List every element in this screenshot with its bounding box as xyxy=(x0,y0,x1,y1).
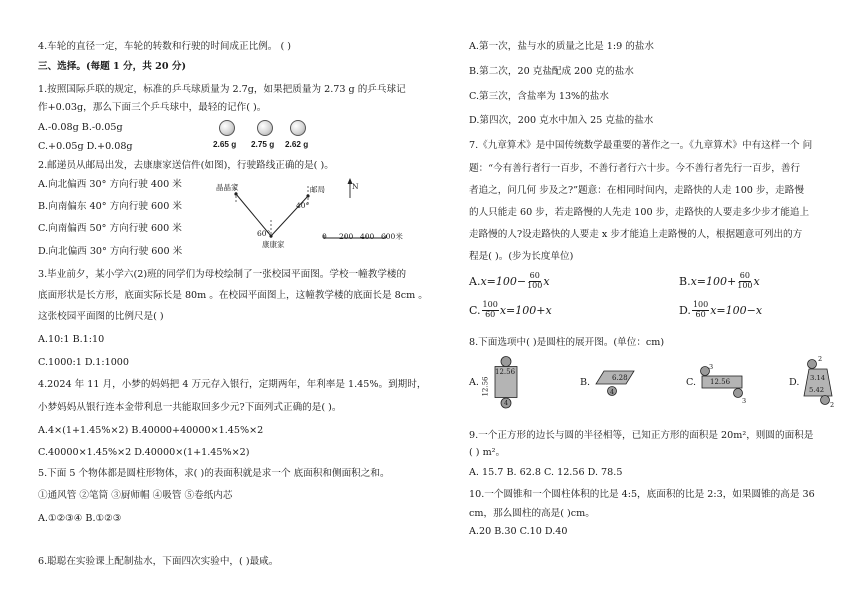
q2-option-a: A.向北偏西 30° 方向行驶 400 米 xyxy=(38,179,182,190)
q7-text-5: 走路慢的人?设走路快的人要走 x 步才能追上走路慢的人，根据题意可列出的方 xyxy=(469,229,803,240)
ball-3 xyxy=(290,120,306,136)
q8-b-circle-label: 4 xyxy=(610,388,615,396)
q3-text-cont2: 这张校园平面图的比例尺是( ) xyxy=(38,311,164,322)
q8-a-letter: A. xyxy=(469,377,479,388)
q7-c-fraction xyxy=(482,301,499,319)
q1-text: 1.按照国际乒联的规定，标准的乒乓球质量为 2.7g，如果把质量为 2.73 g 的乒乓球记 xyxy=(38,84,406,95)
q7-d-den: 60 xyxy=(695,309,706,319)
q7-text-6: 程是( )。(步为长度单位) xyxy=(469,251,574,262)
q9-text-cont: ( ) m²。 xyxy=(469,447,506,458)
map-scale-200: 200 xyxy=(339,232,354,241)
q7-option-b xyxy=(679,272,760,290)
map-home-label: 晶晶家 xyxy=(216,183,239,192)
q10-text: 10.一个圆锥和一个圆柱体积的比是 4:5，底面积的比是 2:3，如果圆锥的高是 36 xyxy=(469,489,815,500)
q8-c-bottom-circle-label: 3 xyxy=(742,397,747,405)
q7-text-4: 的人只能走 60 步，若走路慢的人先走 100 步，走路快的人要走多少步才能追上 xyxy=(469,207,810,218)
q7-option-c xyxy=(469,301,552,319)
q2-option-b: B.向南偏东 40° 方向行驶 600 米 xyxy=(38,201,182,212)
q3-text-cont1: 底面形状是长方形，底面实际长是 80m 。在校园平面图上，这幢教学楼的底面长是 8cm 。 xyxy=(38,290,428,301)
q8-b-rect-label: 6.28 xyxy=(612,374,628,382)
q6-option-d: D.第四次，200 克水中加入 25 克盐的盐水 xyxy=(469,115,654,126)
q7-b-fraction xyxy=(737,272,752,290)
q4-options-ab: A.4×(1+1.45%×2) B.40000+40000×1.45%×2 xyxy=(38,425,264,436)
map-angle-40: 40° xyxy=(296,201,310,210)
q7-a-fraction xyxy=(527,272,542,290)
q8-d-letter: D. xyxy=(789,377,800,388)
q10-options: A.20 B.30 C.10 D.40 xyxy=(469,526,568,537)
q9-text: 9.一个正方形的边长与圆的半径相等，已知正方形的面积是 20m²，则圆的面积是 xyxy=(469,430,814,441)
map-scale-400: 400 xyxy=(360,232,375,241)
q9-options: A. 15.7 B. 62.8 C. 12.56 D. 78.5 xyxy=(469,467,623,478)
q8-d-bottom-label: 5.42 xyxy=(809,386,825,394)
q1-options-cd: C.+0.05g D.+0.08g xyxy=(38,141,133,152)
ball-3-weight: 2.62 g xyxy=(285,140,309,149)
q8-d-bottom-circle-label: 2 xyxy=(830,401,835,409)
q8-a-circle-label: 4 xyxy=(504,399,509,407)
map-north-label: N xyxy=(352,182,359,191)
q7-text-2: 题：“今有善行者行一百步，不善行者行六十步。今不善行者先行一百步，善行 xyxy=(469,163,801,174)
q8-c-top-circle-label: 3 xyxy=(709,363,714,371)
q7-option-a xyxy=(469,272,550,290)
q4-judgement-text: 4.车轮的直径一定，车轮的转数和行驶的时间成正比例。 ( ) xyxy=(38,41,291,52)
q7-c-tail: x=100+x xyxy=(499,303,552,317)
q7-text-3: 者追之，问几何 步及之?”题意：在相同时间内，走路快的人走 100 步，走路慢 xyxy=(469,185,804,196)
q8-text: 8.下面选项中( )是圆柱的展开图。(单位：cm) xyxy=(469,337,665,348)
q7-c-num: 100 xyxy=(482,300,498,309)
q7-c-den: 60 xyxy=(485,309,496,319)
ball-1 xyxy=(219,120,235,136)
q7-b-lhs: x=100+ xyxy=(690,274,737,288)
q7-a-num: 60 xyxy=(529,271,540,280)
section-choice-heading: 三、选择。(每题 1 分，共 20 分) xyxy=(38,61,186,72)
map-scale-0: 0 xyxy=(322,232,327,241)
q7-b-letter: B. xyxy=(679,274,691,288)
q8-c-rect-label: 12.56 xyxy=(710,378,731,386)
map-angle-60: 60° xyxy=(257,229,271,238)
q7-a-den: 100 xyxy=(527,280,543,290)
q7-b-tail: x xyxy=(753,274,760,288)
q4-text-cont: 小梦妈妈从银行连本金带利息一共能取回多少元?下面列式正确的是( )。 xyxy=(38,402,342,413)
q7-d-tail: x=100−x xyxy=(710,303,763,317)
q5-text: 5.下面 5 个物体都是圆柱形物体，求( )的表面积就是求一个 底面积和侧面积之和。 xyxy=(38,468,390,479)
q3-text: 3.毕业前夕，某小学六(2)班的同学们为母校绘制了一张校园平面图。学校一幢教学楼的 xyxy=(38,269,407,280)
q6-option-c: C.第三次，含盐率为 13%的盐水 xyxy=(469,91,609,102)
map-kang-label: 康康家 xyxy=(262,240,285,249)
q7-d-num: 100 xyxy=(692,300,709,309)
ball-1-weight: 2.65 g xyxy=(213,140,237,149)
q7-d-fraction xyxy=(692,301,709,319)
q2-text: 2.邮递员从邮局出发，去康康家送信件(如图)，行驶路线正确的是( )。 xyxy=(38,160,334,171)
q6-option-b: B.第二次，20 克盐配成 200 克的盐水 xyxy=(469,66,634,77)
q7-text: 7.《九章算术》是中国传统数学最重要的著作之一。《九章算术》中有这样一个 问 xyxy=(469,140,813,151)
q7-c-letter: C. xyxy=(469,303,481,317)
q7-a-lhs: x=100− xyxy=(480,274,527,288)
q3-options-cd: C.1000:1 D.1:1000 xyxy=(38,357,129,368)
q8-a-rect-label: 12.56 xyxy=(495,368,516,376)
q5-items: ①通风管 ②笔筒 ③厨师帽 ④吸管 ⑤卷纸内芯 xyxy=(38,490,233,501)
q7-a-tail: x xyxy=(543,274,550,288)
ball-2 xyxy=(257,120,273,136)
q7-a-letter: A. xyxy=(469,274,481,288)
q7-b-den: 100 xyxy=(737,280,753,290)
q2-option-c: C.向南偏西 50° 方向行驶 600 米 xyxy=(38,223,182,234)
q8-c-letter: C. xyxy=(686,377,697,388)
q5-options: A.①②③④ B.①②③ xyxy=(38,513,122,524)
q6-text: 6.聪聪在实验课上配制盐水，下面四次实验中，( )最咸。 xyxy=(38,556,279,567)
q7-b-num: 60 xyxy=(739,271,750,280)
q1-text-cont: 作+0.03g，那么下面三个乒乓球中，最轻的记作( )。 xyxy=(38,102,267,113)
q1-options-ab: A.-0.08g B.-0.05g xyxy=(38,122,123,133)
q7-option-d xyxy=(679,301,762,319)
q4-options-cd: C.40000×1.45%×2 D.40000×(1+1.45%×2) xyxy=(38,447,250,458)
map-scale-600: 600米 xyxy=(381,232,403,241)
map-post-label: 邮局 xyxy=(310,185,325,194)
q3-options-ab: A.10:1 B.1:10 xyxy=(38,334,105,345)
q2-option-d: D.向北偏西 30° 方向行驶 600 米 xyxy=(38,246,183,257)
q8-d-top-label: 3.14 xyxy=(810,374,826,382)
q8-a-side-label: 12.56 xyxy=(481,376,490,397)
q7-d-letter: D. xyxy=(679,303,691,317)
ball-2-weight: 2.75 g xyxy=(251,140,275,149)
q8-d-top-circle-label: 2 xyxy=(818,355,823,363)
q10-text-cont: cm，那么圆柱的高是( )cm。 xyxy=(469,508,595,519)
q6-option-a: A.第一次，盐与水的质量之比是 1:9 的盐水 xyxy=(469,41,655,52)
q8-b-letter: B. xyxy=(580,377,591,388)
q4-text: 4.2024 年 11 月，小梦的妈妈把 4 万元存入银行，定期两年，年利率是 1.45%。到期时， xyxy=(38,379,427,390)
